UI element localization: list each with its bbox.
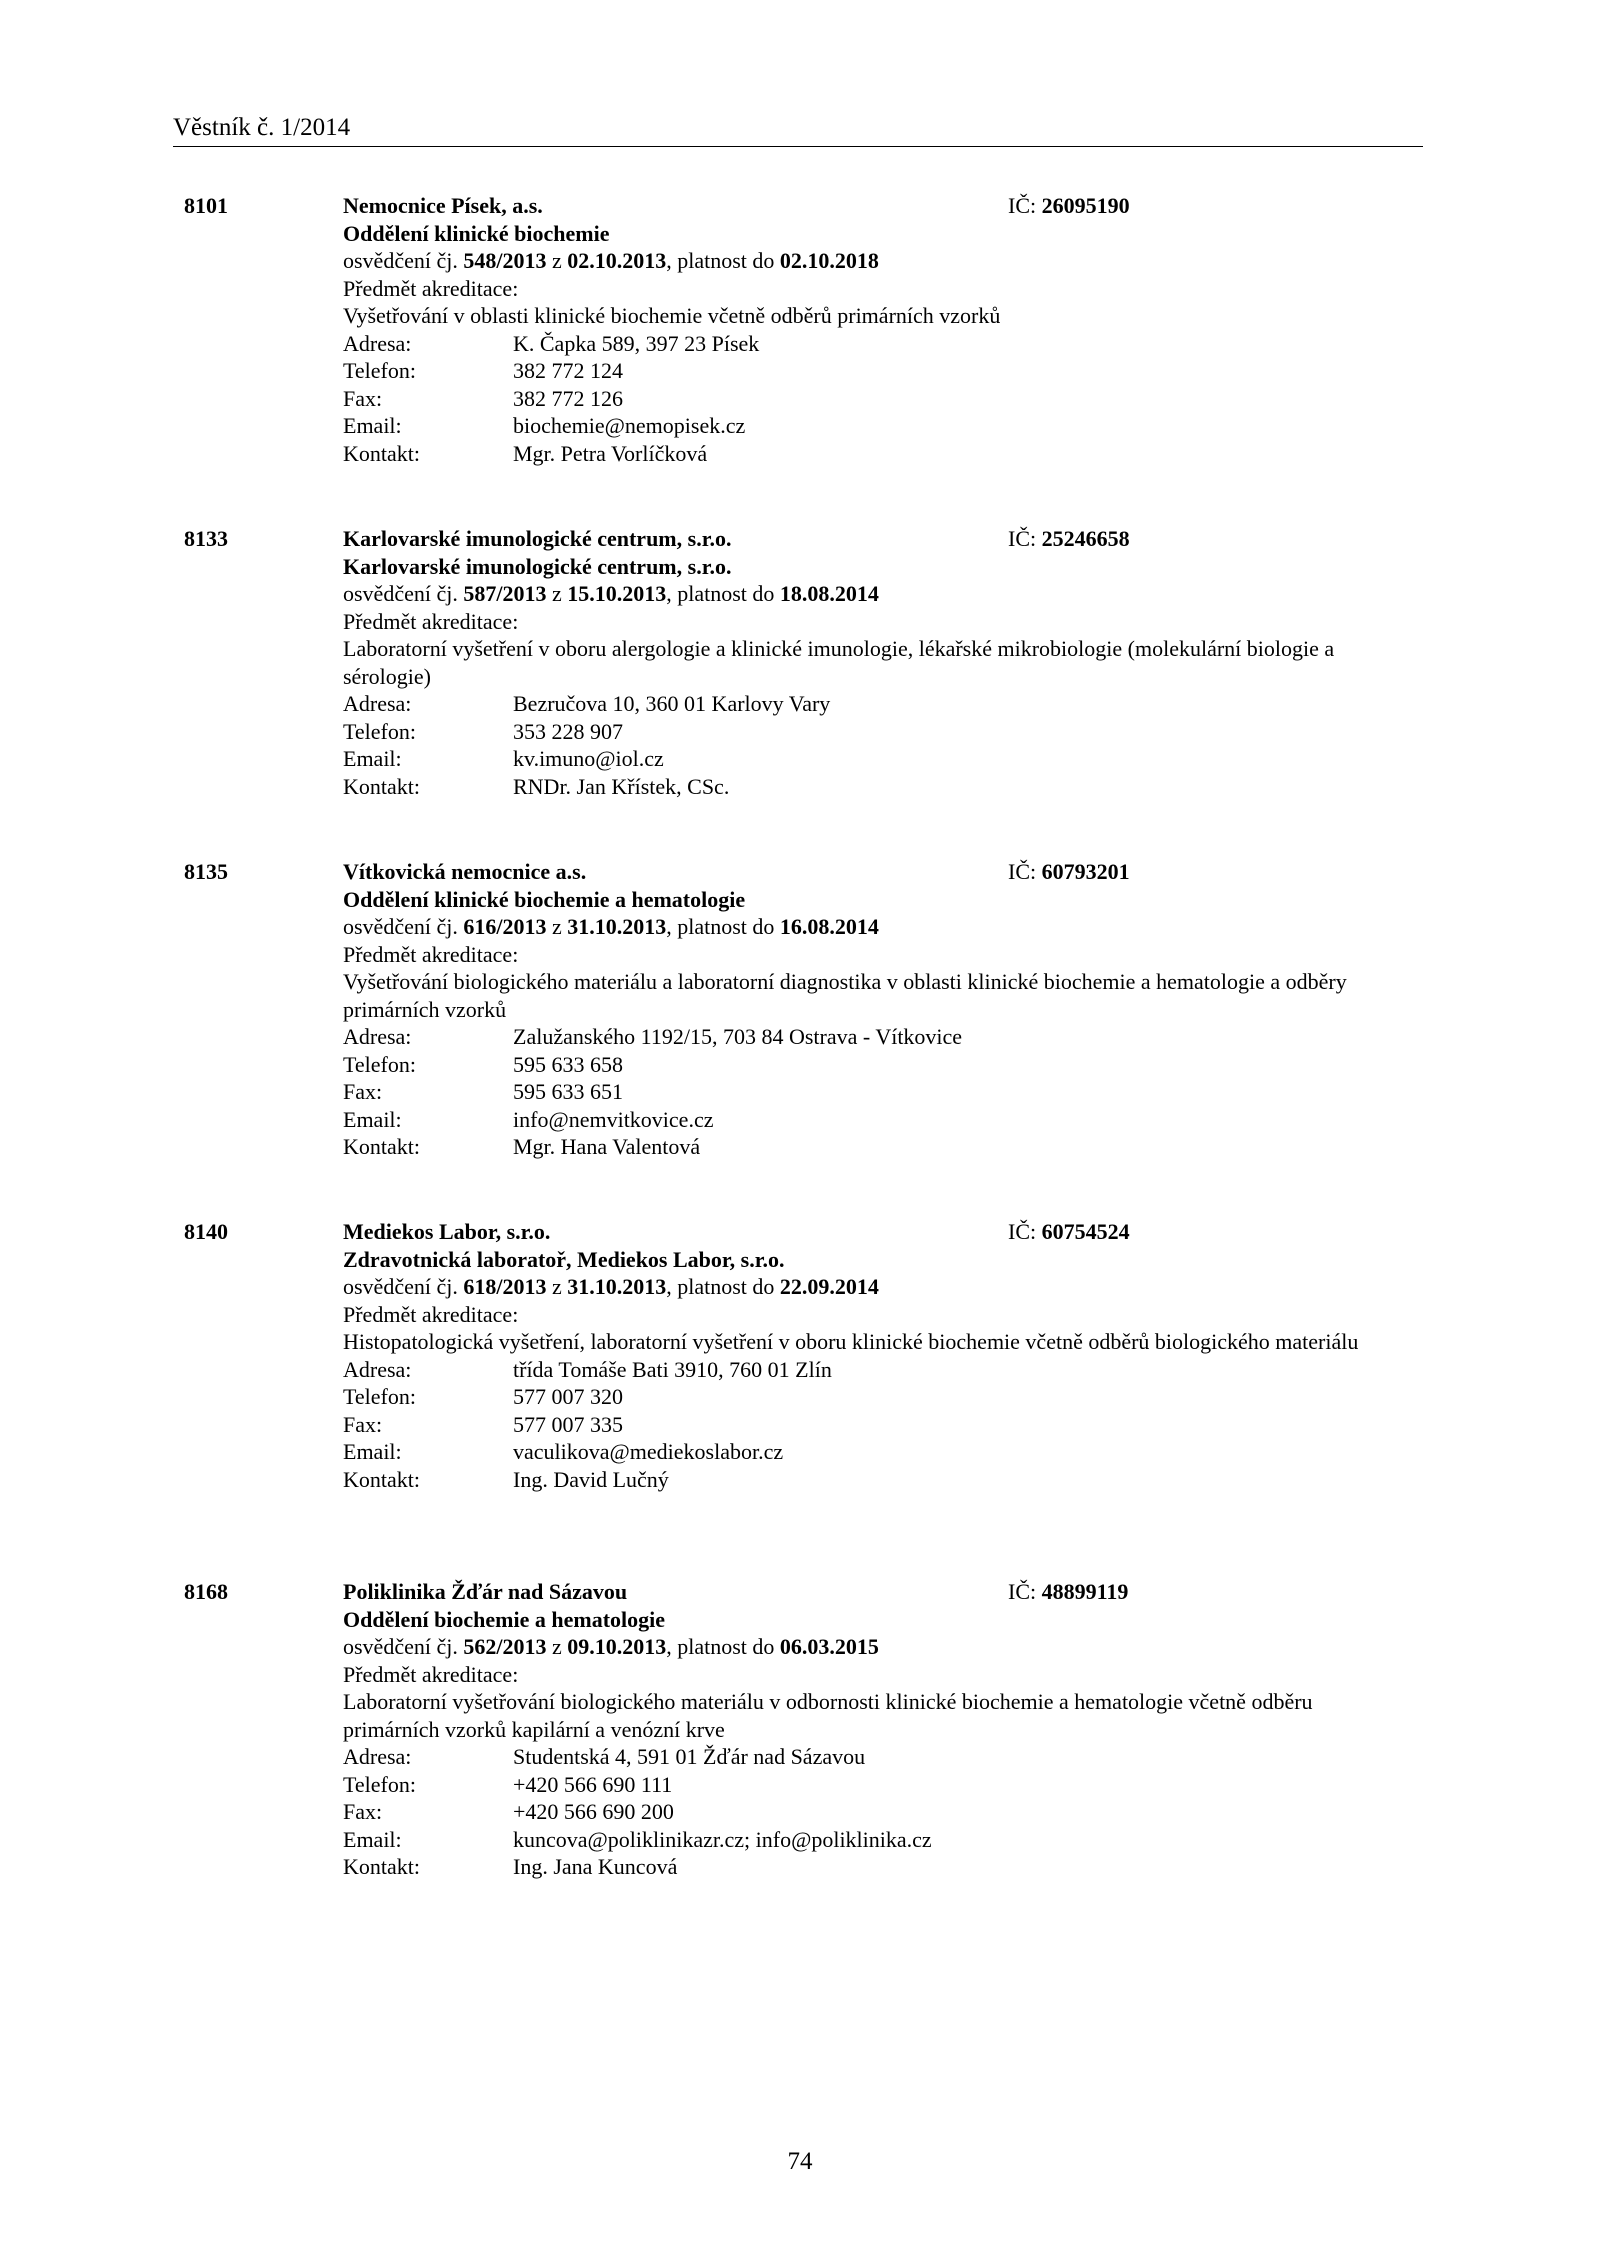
contact-value: RNDr. Jan Křístek, CSc. xyxy=(513,773,730,799)
email-value: info@nemvitkovice.cz xyxy=(513,1106,714,1132)
email-value: kuncova@poliklinikazr.cz; info@poliklinika.cz xyxy=(513,1826,932,1852)
phone-row: Telefon: 382 772 124 xyxy=(343,358,623,383)
address-value: Bezručova 10, 360 01 Karlovy Vary xyxy=(513,691,831,716)
subject-label: Předmět akreditace: xyxy=(343,1661,519,1687)
fax-value: 595 633 651 xyxy=(513,1079,623,1104)
email-value: kv.imuno@iol.cz xyxy=(513,746,664,771)
fax-value: +420 566 690 200 xyxy=(513,1799,674,1824)
contact-value: Mgr. Hana Valentová xyxy=(513,1134,701,1159)
address-value: třída Tomáše Bati 3910, 760 01 Zlín xyxy=(513,1356,832,1382)
fax-row: Fax: 382 772 126 xyxy=(343,385,623,411)
entry-number: 8168 xyxy=(184,1579,228,1604)
entry-number: 8140 xyxy=(184,1219,228,1244)
contact-value: Ing. David Lučný xyxy=(513,1466,669,1492)
organization-name: Poliklinika Žďár nad Sázavou xyxy=(343,1579,628,1604)
accreditation-scope: Laboratorní vyšetření v oboru alergologie a klinické imunologie, lékařské mikrobiologie (molekulární biologie a sérologie) xyxy=(343,636,1335,689)
email-row: Email: vaculikova@mediekoslabor.cz xyxy=(343,1439,784,1464)
subject-label: Předmět akreditace: xyxy=(343,608,519,634)
entry-body xyxy=(343,858,1383,1161)
department-name: Karlovarské imunologické centrum, s.r.o. xyxy=(343,553,732,579)
fax-value: 382 772 126 xyxy=(513,385,623,411)
phone-value: 382 772 124 xyxy=(513,358,623,383)
address-row: Adresa: Studentská 4, 591 01 Žďár nad Sázavou xyxy=(343,1744,866,1769)
contact-row: Kontakt: RNDr. Jan Křístek, CSc. xyxy=(343,773,730,799)
entry-body xyxy=(343,525,1383,800)
phone-value: 577 007 320 xyxy=(513,1384,623,1409)
address-value: Studentská 4, 591 01 Žďár nad Sázavou xyxy=(513,1744,866,1769)
subject-label: Předmět akreditace: xyxy=(343,941,519,967)
fax-value: 577 007 335 xyxy=(513,1411,623,1437)
department-name: Oddělení klinické biochemie a hematologie xyxy=(343,886,746,912)
phone-row: Telefon: +420 566 690 111 xyxy=(343,1771,673,1797)
accreditation-scope: Laboratorní vyšetřování biologického materiálu v odbornosti klinické biochemie a hematologie včetně odběru primárních vzorků kapilární a venózní krve xyxy=(343,1689,1313,1742)
address-row: Adresa: Zalužanského 1192/15, 703 84 Ostrava - Vítkovice xyxy=(343,1024,963,1049)
contact-row: Kontakt: Ing. Jana Kuncová xyxy=(343,1854,678,1879)
certificate-line: osvědčení čj. 616/2013 z 31.10.2013, platnost do 16.08.2014 xyxy=(343,914,879,939)
organization-name: Karlovarské imunologické centrum, s.r.o. xyxy=(343,526,732,551)
accreditation-scope: Vyšetřování v oblasti klinické biochemie včetně odběrů primárních vzorků xyxy=(343,303,1001,328)
page-header: Věstník č. 1/2014 xyxy=(173,112,1423,147)
entry-ic: IČ: 60793201 xyxy=(1008,859,1130,884)
certificate-line: osvědčení čj. 548/2013 z 02.10.2013, platnost do 02.10.2018 xyxy=(343,248,879,273)
fax-row: Fax: 595 633 651 xyxy=(343,1079,623,1104)
phone-row: Telefon: 595 633 658 xyxy=(343,1051,623,1077)
entry-ic: IČ: 25246658 xyxy=(1008,526,1130,551)
email-row: Email: kuncova@poliklinikazr.cz; info@poliklinika.cz xyxy=(343,1826,932,1852)
address-row: Adresa: K. Čapka 589, 397 23 Písek xyxy=(343,330,760,356)
phone-row: Telefon: 577 007 320 xyxy=(343,1384,623,1409)
entry-ic: IČ: 60754524 xyxy=(1008,1219,1130,1244)
email-value: vaculikova@mediekoslabor.cz xyxy=(513,1439,784,1464)
organization-name: Nemocnice Písek, a.s. xyxy=(343,193,543,218)
subject-label: Předmět akreditace: xyxy=(343,275,519,301)
contact-row: Kontakt: Mgr. Petra Vorlíčková xyxy=(343,440,708,466)
contact-value: Mgr. Petra Vorlíčková xyxy=(513,440,708,466)
entry-number: 8135 xyxy=(184,859,228,884)
address-value: K. Čapka 589, 397 23 Písek xyxy=(513,330,760,356)
fax-row: Fax: 577 007 335 xyxy=(343,1411,623,1437)
organization-name: Vítkovická nemocnice a.s. xyxy=(343,859,587,884)
phone-row: Telefon: 353 228 907 xyxy=(343,718,623,744)
address-row: Adresa: třída Tomáše Bati 3910, 760 01 Zlín xyxy=(343,1356,832,1382)
department-name: Oddělení klinické biochemie xyxy=(343,220,610,246)
entry-body xyxy=(343,1578,1383,1881)
entry-number: 8101 xyxy=(184,193,228,218)
email-row: Email: info@nemvitkovice.cz xyxy=(343,1106,714,1132)
phone-value: +420 566 690 111 xyxy=(513,1771,673,1797)
certificate-line: osvědčení čj. 587/2013 z 15.10.2013, platnost do 18.08.2014 xyxy=(343,581,879,606)
accreditation-scope: Vyšetřování biologického materiálu a laboratorní diagnostika v oblasti klinické biochemie a hematologie a odběry primárních vzorků xyxy=(343,969,1347,1022)
contact-row: Kontakt: Ing. David Lučný xyxy=(343,1466,669,1492)
department-name: Oddělení biochemie a hematologie xyxy=(343,1606,666,1632)
entry-ic: IČ: 48899119 xyxy=(1008,1579,1129,1604)
organization-name: Mediekos Labor, s.r.o. xyxy=(343,1219,551,1244)
subject-label: Předmět akreditace: xyxy=(343,1301,519,1327)
accreditation-scope: Histopatologická vyšetření, laboratorní vyšetření v oboru klinické biochemie včetně odběrů biologického materiálu xyxy=(343,1329,1359,1354)
email-value: biochemie@nemopisek.cz xyxy=(513,413,746,438)
page-number: 74 xyxy=(787,2148,813,2175)
phone-value: 595 633 658 xyxy=(513,1051,623,1077)
fax-row: Fax: +420 566 690 200 xyxy=(343,1799,674,1824)
entry-body xyxy=(343,1218,1383,1493)
contact-value: Ing. Jana Kuncová xyxy=(513,1854,678,1879)
address-row: Adresa: Bezručova 10, 360 01 Karlovy Vary xyxy=(343,691,831,716)
contact-row: Kontakt: Mgr. Hana Valentová xyxy=(343,1134,701,1159)
certificate-line: osvědčení čj. 562/2013 z 09.10.2013, platnost do 06.03.2015 xyxy=(343,1634,879,1659)
department-name: Zdravotnická laboratoř, Mediekos Labor, s.r.o. xyxy=(343,1246,785,1272)
email-row: Email: biochemie@nemopisek.cz xyxy=(343,413,746,438)
entry-ic: IČ: 26095190 xyxy=(1008,193,1130,218)
entry-body xyxy=(343,192,1383,467)
entry-number: 8133 xyxy=(184,526,228,551)
address-value: Zalužanského 1192/15, 703 84 Ostrava - Vítkovice xyxy=(513,1024,963,1049)
certificate-line: osvědčení čj. 618/2013 z 31.10.2013, platnost do 22.09.2014 xyxy=(343,1274,879,1299)
email-row: Email: kv.imuno@iol.cz xyxy=(343,746,664,771)
phone-value: 353 228 907 xyxy=(513,718,623,744)
